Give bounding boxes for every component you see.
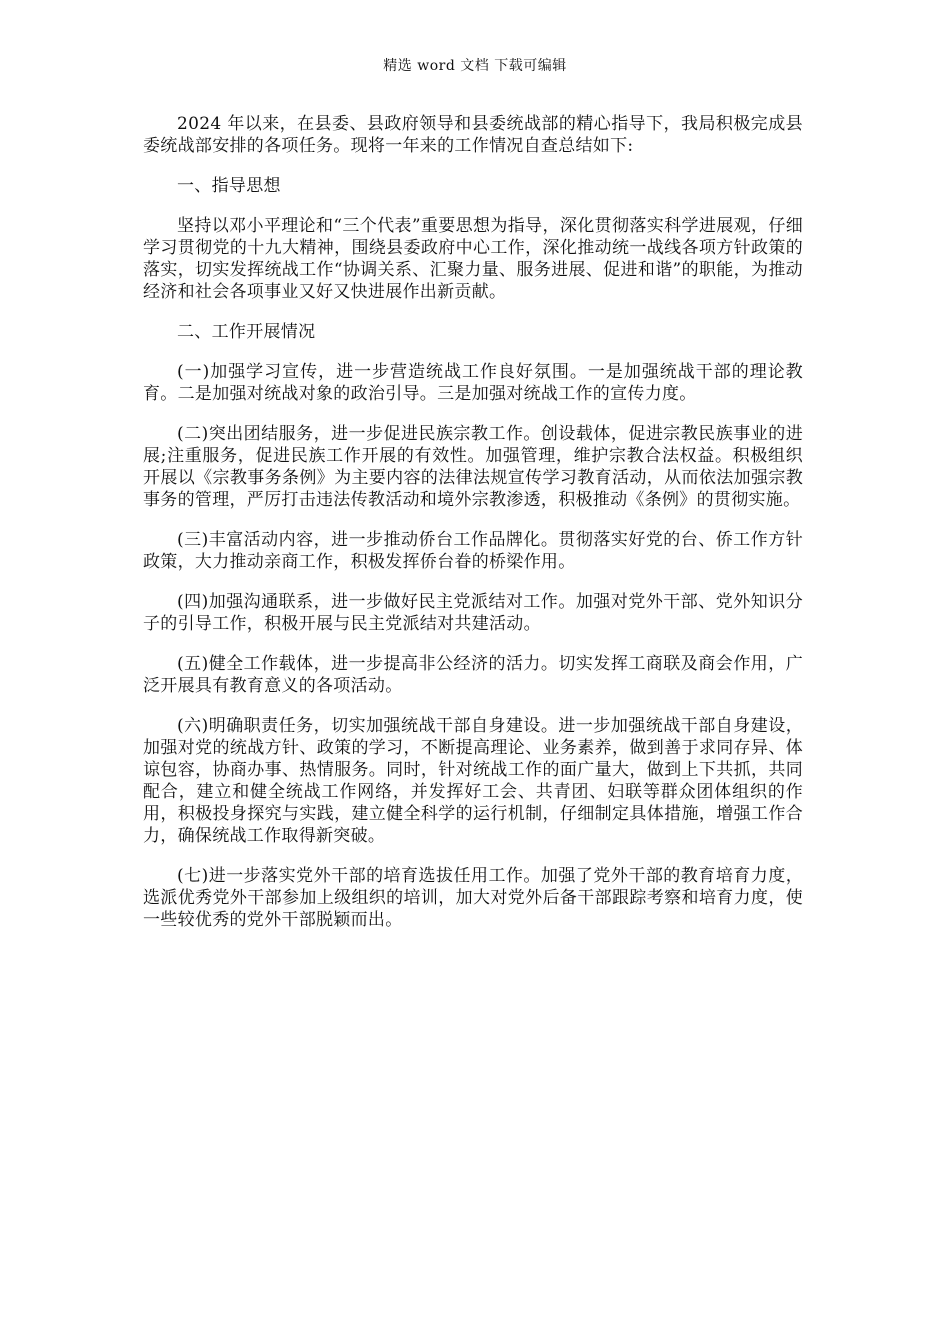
document-body (143, 113, 803, 949)
guiding-ideology-paragraph: 坚持以邓小平理论和“三个代表”重要思想为指导，深化贯彻落实科学进展观，仔细学习贯彻党的十九大精神，围绕县委政府中心工作，深化推动统一战线各项方针政策的落实，切实发挥统战工作“协调关系、汇聚力量、服务进展、促进和谐”的职能，为推动经济和社会各项事业又好又快进展作出新贡献。 (143, 216, 803, 302)
section-heading-guiding-ideology: 一、指导思想 (177, 176, 281, 196)
page-header: 精选 word 文档 下载可编辑 (383, 58, 567, 74)
work-item-5: (五)健全工作载体，进一步提高非公经济的活力。切实发挥工商联及商会作用，广泛开展具有教育意义的各项活动。 (143, 654, 803, 696)
work-item-7: (七)进一步落实党外干部的培育选拔任用工作。加强了党外干部的教育培育力度，选派优秀党外干部参加上级组织的培训，加大对党外后备干部跟踪考察和培育力度，使一些较优秀的党外干部脱颖而出。 (143, 866, 803, 930)
work-item-6: (六)明确职责任务，切实加强统战干部自身建设。进一步加强统战干部自身建设，加强对党的统战方针、政策的学习，不断提高理论、业务素养，做到善于求同存异、体谅包容，协商办事、热情服务。同时，针对统战工作的面广量大，做到上下共抓，共同配合，建立和健全统战工作网络，并发挥好工会、共青团、妇联等群众团体组织的作用，积极投身探究与实践，建立健全科学的运行机制，仔细制定具体措施，增强工作合力，确保统战工作取得新突破。 (143, 716, 803, 846)
section-heading-work-progress: 二、工作开展情况 (177, 322, 316, 342)
intro-paragraph: 2024 年以来，在县委、县政府领导和县委统战部的精心指导下，我局积极完成县委统战部安排的各项任务。现将一年来的工作情况自查总结如下: (143, 114, 803, 156)
work-item-2: (二)突出团结服务，进一步促进民族宗教工作。创设载体，促进宗教民族事业的进展;注重服务，促进民族工作开展的有效性。加强管理，维护宗教合法权益。积极组织开展以《宗教事务条例》为主要内容的法律法规宣传学习教育活动，从而依法加强宗教事务的管理，严厉打击违法传教活动和境外宗教渗透，积极推动《条例》的贯彻实施。 (143, 424, 803, 510)
work-item-1: (一)加强学习宣传，进一步营造统战工作良好氛围。一是加强统战干部的理论教育。二是加强对统战对象的政治引导。三是加强对统战工作的宣传力度。 (143, 362, 803, 404)
work-item-3: (三)丰富活动内容，进一步推动侨台工作品牌化。贯彻落实好党的台、侨工作方针政策，大力推动亲商工作，积极发挥侨台眷的桥梁作用。 (143, 530, 803, 572)
work-item-4: (四)加强沟通联系，进一步做好民主党派结对工作。加强对党外干部、党外知识分子的引导工作，积极开展与民主党派结对共建活动。 (143, 592, 803, 634)
